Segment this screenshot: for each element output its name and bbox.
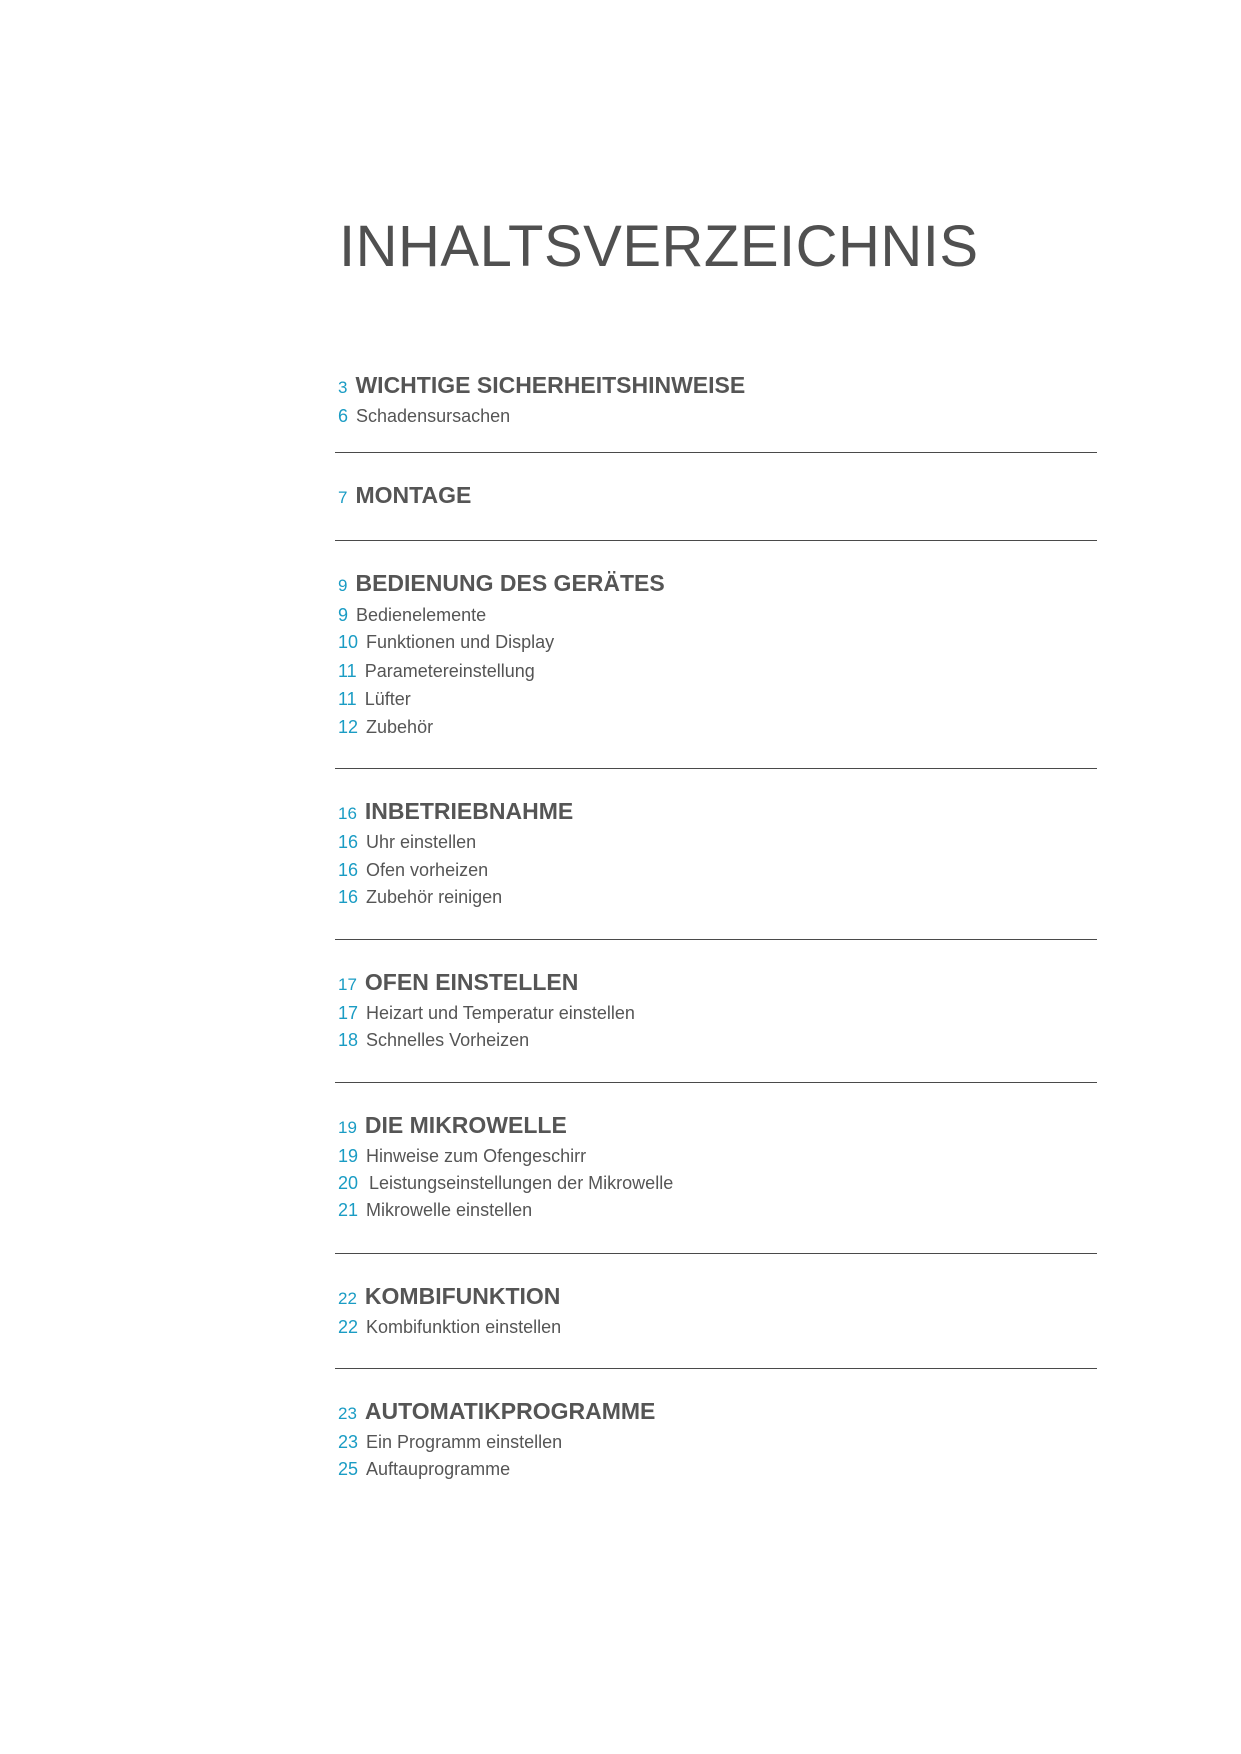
page-number: 19 (338, 1146, 359, 1166)
entry-label: Bedienelemente (356, 605, 487, 625)
toc-entry[interactable] (338, 887, 502, 908)
entry-label: Ofen vorheizen (366, 860, 489, 880)
entry-label: Uhr einstellen (366, 832, 477, 852)
section-divider (335, 939, 1097, 940)
page-number: 17 (338, 1003, 359, 1023)
page-number: 11 (338, 689, 357, 709)
page-number: 18 (338, 1030, 359, 1050)
heading-label: WICHTIGE SICHERHEITSHINWEISE (355, 372, 746, 398)
toc-heading[interactable] (338, 570, 665, 597)
toc-entry[interactable] (338, 1173, 673, 1194)
toc-entry[interactable] (338, 717, 433, 738)
section-divider (335, 1082, 1097, 1083)
entry-label: Zubehör reinigen (366, 887, 503, 907)
toc-heading[interactable] (338, 372, 745, 399)
heading-label: OFEN EINSTELLEN (364, 969, 579, 995)
page-number: 23 (338, 1404, 357, 1423)
page-number: 6 (338, 406, 349, 426)
toc-entry[interactable] (338, 689, 411, 710)
entry-label: Mikrowelle einstellen (366, 1200, 533, 1220)
toc-entry[interactable] (338, 1003, 635, 1024)
toc-entry[interactable] (338, 1200, 532, 1221)
page-number: 9 (338, 576, 348, 595)
page-number: 16 (338, 804, 357, 823)
page-number: 16 (338, 832, 359, 852)
toc-heading[interactable] (338, 482, 471, 509)
entry-label: Schnelles Vorheizen (366, 1030, 530, 1050)
section-divider (335, 768, 1097, 769)
entry-label: Parametereinstellung (364, 661, 535, 681)
page-number: 7 (338, 488, 348, 507)
heading-label: MONTAGE (355, 482, 472, 508)
page-number: 20 (338, 1173, 359, 1193)
toc-entry[interactable] (338, 1459, 510, 1480)
heading-label: AUTOMATIKPROGRAMME (364, 1398, 656, 1424)
toc-heading[interactable] (338, 1398, 655, 1425)
heading-label: DIE MIKROWELLE (364, 1112, 567, 1138)
page-number: 25 (338, 1459, 359, 1479)
page-number: 12 (338, 717, 359, 737)
section-divider (335, 452, 1097, 453)
toc-heading[interactable] (338, 798, 573, 825)
section-divider (335, 1368, 1097, 1369)
entry-label: Heizart und Temperatur einstellen (366, 1003, 635, 1023)
page-number: 16 (338, 887, 359, 907)
page-number: 10 (338, 632, 359, 652)
toc-entry[interactable] (338, 406, 510, 427)
entry-label: Kombifunktion einstellen (366, 1317, 562, 1337)
page-number: 3 (338, 378, 348, 397)
toc-entry[interactable] (338, 661, 535, 682)
page-number: 22 (338, 1317, 359, 1337)
page-number: 21 (338, 1200, 359, 1220)
page-number: 9 (338, 605, 349, 625)
toc-heading[interactable] (338, 1112, 567, 1139)
entry-label: Leistungseinstellungen der Mikrowelle (369, 1173, 674, 1193)
heading-label: INBETRIEBNAHME (364, 798, 574, 824)
section-divider (335, 540, 1097, 541)
page-number: 19 (338, 1118, 357, 1137)
heading-label: BEDIENUNG DES GERÄTES (355, 570, 665, 596)
page-number: 16 (338, 860, 359, 880)
page-number: 23 (338, 1432, 359, 1452)
toc-entry[interactable] (338, 860, 488, 881)
toc-entry[interactable] (338, 1317, 561, 1338)
entry-label: Lüfter (364, 689, 411, 709)
entry-label: Auftauprogramme (366, 1459, 511, 1479)
toc-entry[interactable] (338, 1030, 529, 1051)
entry-label: Funktionen und Display (366, 632, 555, 652)
toc-entry[interactable] (338, 1432, 562, 1453)
toc-heading[interactable] (338, 969, 578, 996)
entry-label: Ein Programm einstellen (366, 1432, 563, 1452)
page-number: 17 (338, 975, 357, 994)
page-number: 22 (338, 1289, 357, 1308)
toc-entry[interactable] (338, 832, 476, 853)
page-number: 11 (338, 661, 357, 681)
entry-label: Schadensursachen (356, 406, 511, 426)
entry-label: Zubehör (366, 717, 434, 737)
toc-entry[interactable] (338, 632, 554, 653)
section-divider (335, 1253, 1097, 1254)
toc-heading[interactable] (338, 1283, 560, 1310)
toc-entry[interactable] (338, 605, 486, 626)
page-title: INHALTSVERZEICHNIS (339, 214, 979, 279)
entry-label: Hinweise zum Ofengeschirr (366, 1146, 587, 1166)
heading-label: KOMBIFUNKTION (364, 1283, 561, 1309)
toc-entry[interactable] (338, 1146, 586, 1167)
